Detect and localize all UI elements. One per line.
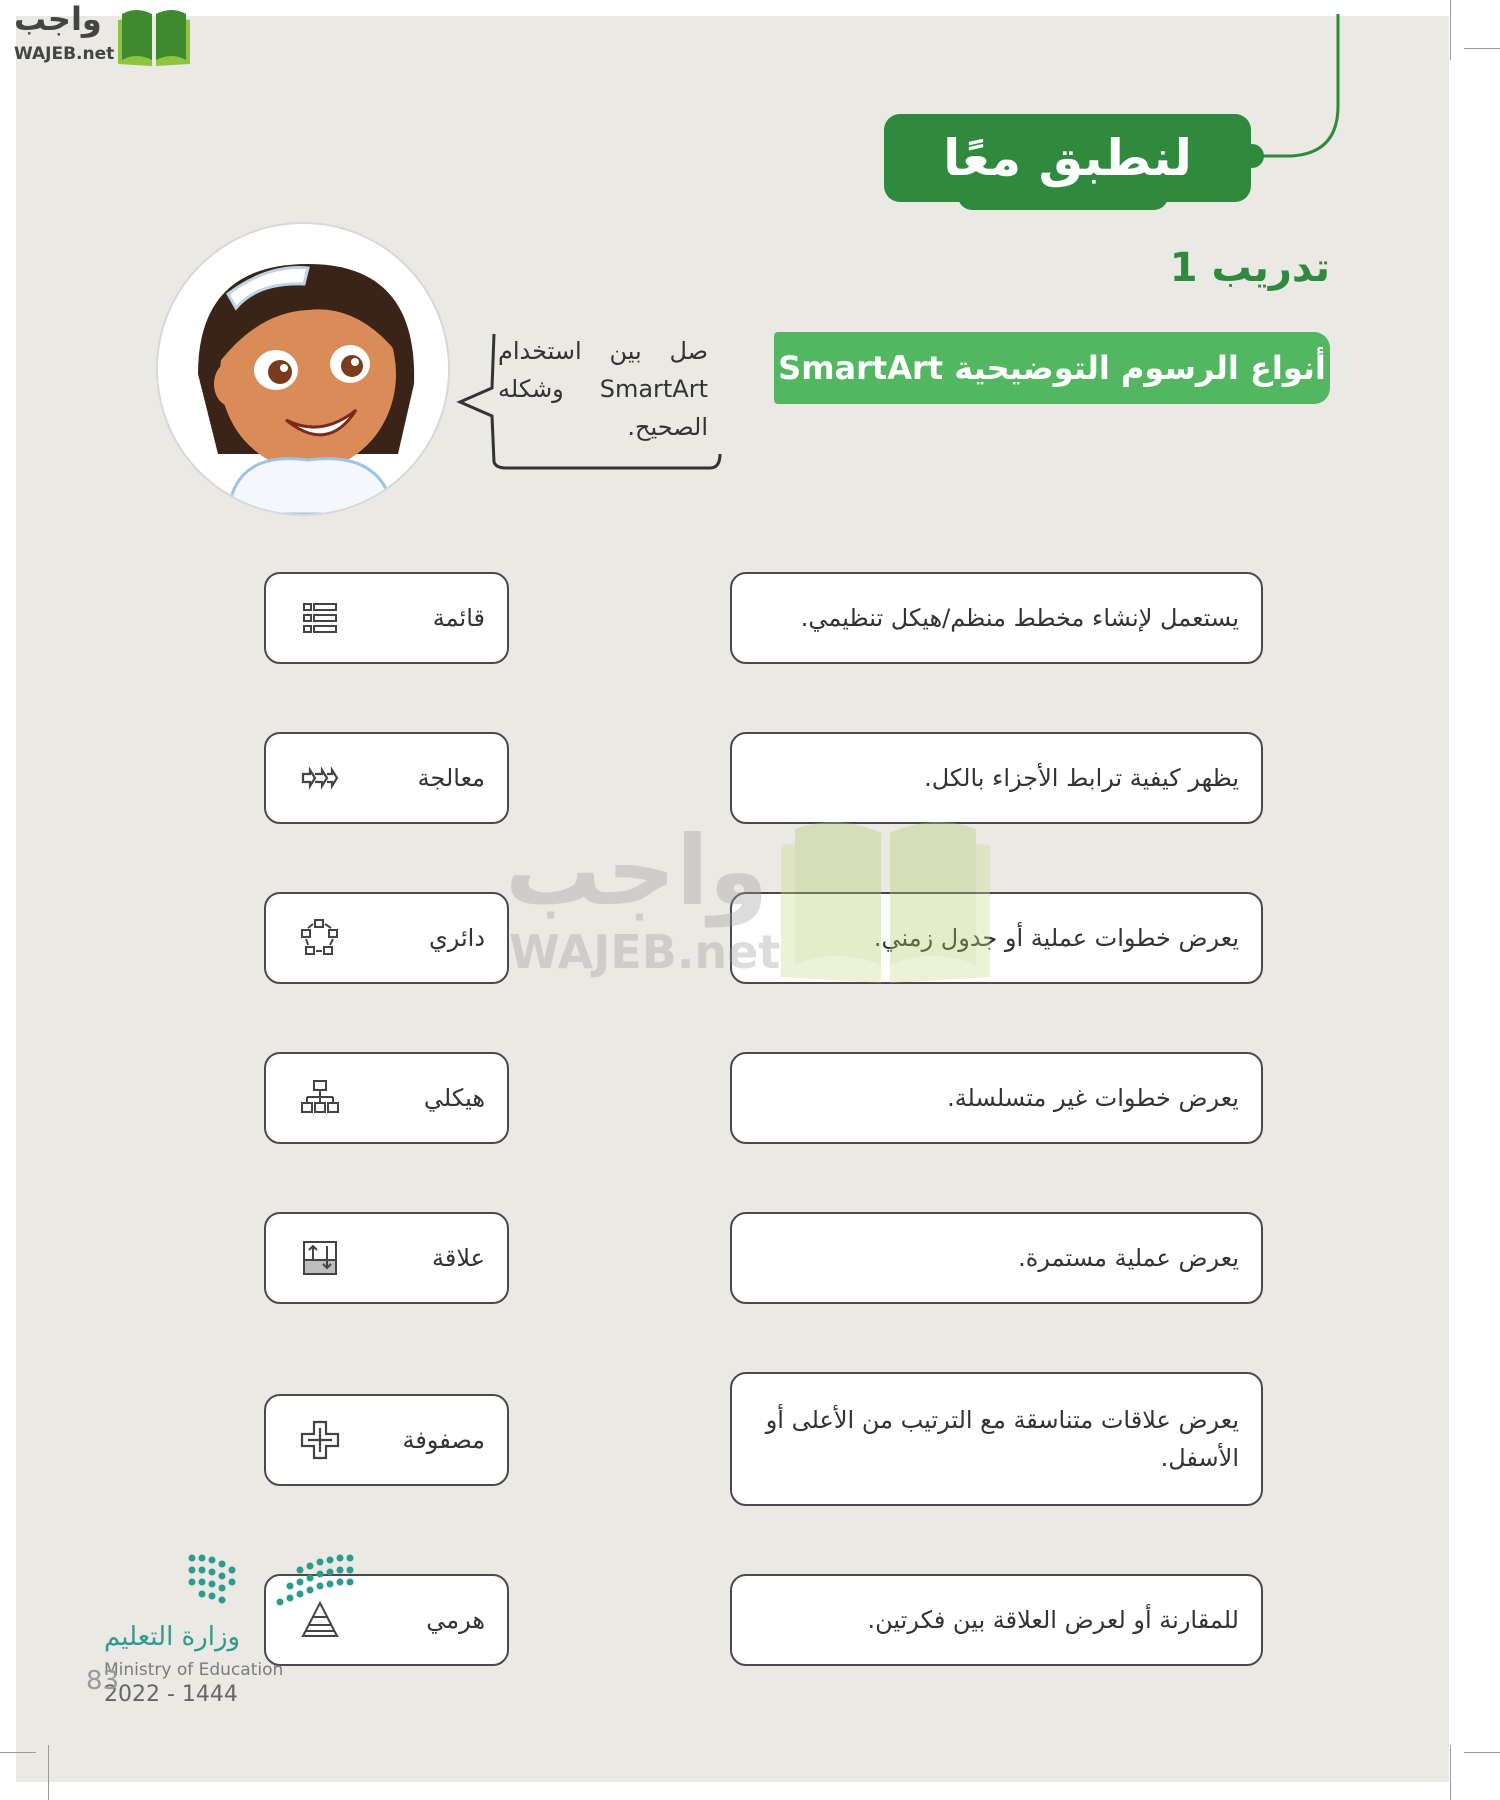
logo-arabic-text: واجب (14, 0, 102, 38)
crop-mark (0, 1752, 36, 1753)
ministry-logo (92, 1552, 362, 1712)
instruction-text: صل بين استخدام SmartArt وشكله الصحيح. (498, 337, 708, 441)
type-box-hierarchy[interactable] (264, 1052, 509, 1144)
ministry-dots-icon (92, 1552, 362, 1622)
description-text: يستعمل لإنشاء مخطط منظم/هيكل تنظيمي. (800, 604, 1239, 632)
watermark-latin-text: WAJEB.net (509, 925, 781, 979)
page-number: 83 (86, 1666, 120, 1696)
type-box-cycle[interactable] (264, 892, 509, 984)
type-label: هيكلي (423, 1084, 485, 1112)
type-label: مصفوفة (402, 1426, 485, 1454)
description-box-7[interactable] (730, 1574, 1263, 1666)
student-avatar (156, 222, 450, 516)
student-illustration (158, 224, 448, 514)
description-text: يعرض عملية مستمرة. (1018, 1244, 1239, 1272)
process-arrows-icon (300, 758, 340, 798)
description-text: للمقارنة أو لعرض العلاقة بين فكرتين. (867, 1606, 1239, 1634)
crop-mark (1450, 1745, 1451, 1800)
book-logo-icon (114, 6, 194, 68)
description-box-6[interactable] (730, 1372, 1263, 1506)
hierarchy-icon (300, 1078, 340, 1118)
description-box-1[interactable] (730, 572, 1263, 664)
type-label: معالجة (417, 764, 485, 792)
list-icon (300, 598, 340, 638)
matrix-icon (300, 1420, 340, 1460)
crop-mark (48, 1745, 49, 1800)
type-box-process[interactable] (264, 732, 509, 824)
ministry-english-name: Ministry of Education (104, 1660, 284, 1680)
watermark-arabic-text: واجب (505, 815, 769, 927)
relationship-icon (300, 1238, 340, 1278)
exercise-title: تدريب 1 (1169, 245, 1330, 291)
type-label: دائري (428, 924, 485, 952)
description-box-5[interactable] (730, 1212, 1263, 1304)
description-box-2[interactable] (730, 732, 1263, 824)
ministry-year: 2022 - 1444 (104, 1682, 238, 1707)
type-box-list[interactable] (264, 572, 509, 664)
watermark-book-icon (773, 815, 998, 985)
description-text: يظهر كيفية ترابط الأجزاء بالكل. (924, 764, 1239, 792)
section-banner: لنطبق معًا (884, 114, 1251, 202)
description-text: يعرض علاقات متناسقة مع الترتيب من الأعلى أو الأسفل. (765, 1406, 1239, 1472)
type-label: علاقة (432, 1244, 485, 1272)
description-text: يعرض خطوات عملية أو جدول زمني. (873, 924, 1239, 952)
logo-latin-text: WAJEB.net (14, 44, 115, 64)
crop-mark (1464, 48, 1500, 49)
type-label: قائمة (432, 604, 485, 632)
description-box-4[interactable] (730, 1052, 1263, 1144)
crop-mark (1464, 1752, 1500, 1753)
exercise-subtitle: أنواع الرسوم التوضيحية SmartArt (774, 332, 1330, 404)
type-label: هرمي (426, 1606, 485, 1634)
wajeb-watermark (505, 815, 1000, 985)
cycle-icon (300, 918, 340, 958)
crop-mark (1450, 0, 1451, 60)
wajeb-logo (8, 0, 193, 68)
ministry-arabic-name: وزارة التعليم (104, 1622, 241, 1652)
description-text: يعرض خطوات غير متسلسلة. (947, 1084, 1239, 1112)
type-box-relationship[interactable] (264, 1212, 509, 1304)
banner-connector-line (1240, 14, 1370, 174)
type-box-matrix[interactable] (264, 1394, 509, 1486)
